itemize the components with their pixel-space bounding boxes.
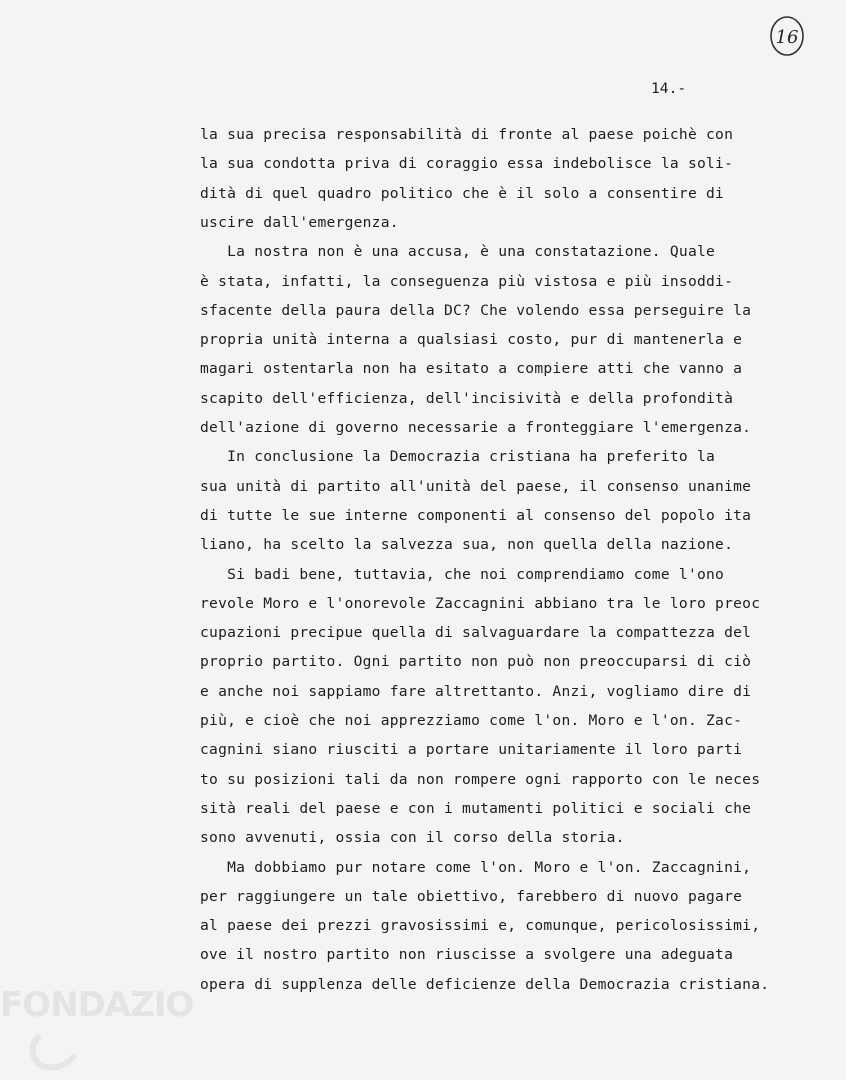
text-line: Ma dobbiamo pur notare come l'on. Moro e l'on. Zaccagnini, xyxy=(200,858,752,876)
text-line: al paese dei prezzi gravosissimi e, comunque, pericolosissimi, xyxy=(200,917,761,935)
text-line: uscire dall'emergenza. xyxy=(200,213,399,231)
text-line: la sua condotta priva di coraggio essa indebolisce la soli- xyxy=(200,155,734,173)
text-line: dità di quel quadro politico che è il solo a consentire di xyxy=(200,184,725,202)
text-line: è stata, infatti, la conseguenza più vistosa e più insoddi- xyxy=(200,272,734,290)
text-line: opera di supplenza delle deficienze della Democrazia cristiana. xyxy=(200,975,770,993)
text-line: ove il nostro partito non riuscisse a svolgere una adeguata xyxy=(200,946,734,964)
watermark-logo: FONDAZIO xyxy=(0,985,194,1025)
text-line: cupazioni precipue quella di salvaguardare la compattezza del xyxy=(200,624,752,642)
text-line: di tutte le sue interne componenti al consenso del popolo ita xyxy=(200,506,752,524)
text-line: la sua precisa responsabilità di fronte al paese poichè con xyxy=(200,126,734,143)
text-line: In conclusione la Democrazia cristiana ha preferito la xyxy=(200,448,716,466)
text-line: proprio partito. Ogni partito non può non preoccuparsi di ciò xyxy=(200,653,752,671)
text-line: Si badi bene, tuttavia, che noi comprendiamo come l'ono xyxy=(200,565,725,583)
text-line: e anche noi sappiamo fare altrettanto. Anzi, vogliamo dire di xyxy=(200,682,752,700)
text-line: magari ostentarla non ha esitato a compiere atti che vanno a xyxy=(200,360,743,378)
text-line: più, e cioè che noi apprezziamo come l'on. Moro e l'on. Zac- xyxy=(200,712,743,729)
text-line: sono avvenuti, ossia con il corso della storia. xyxy=(200,829,625,847)
svg-text:16: 16 xyxy=(775,27,799,48)
handwritten-page-number xyxy=(768,14,806,58)
text-line: sfacente della paura della DC? Che volendo essa perseguire la xyxy=(200,301,752,319)
text-line: propria unità interna a qualsiasi costo, pur di mantenerla e xyxy=(200,331,743,349)
text-line: dell'azione di governo necessarie a fronteggiare l'emergenza. xyxy=(200,419,752,436)
text-line: sità reali del paese e con i mutamenti politici e sociali che xyxy=(200,799,752,817)
text-line: per raggiungere un tale obiettivo, farebbero di nuovo pagare xyxy=(200,887,743,905)
page-number: 14.- xyxy=(651,80,687,97)
text-line: revole Moro e l'onorevole Zaccagnini abbiano tra le loro preoc xyxy=(200,594,761,612)
text-line: cagnini siano riusciti a portare unitariamente il loro parti xyxy=(200,741,743,759)
text-line: sua unità di partito all'unità del paese, il consenso unanime xyxy=(200,477,752,495)
watermark-mark xyxy=(20,1025,170,1075)
text-line: to su posizioni tali da non rompere ogni rapporto con le neces xyxy=(200,770,761,788)
text-line: La nostra non è una accusa, è una constatazione. Quale xyxy=(200,243,716,261)
text-line: liano, ha scelto la salvezza sua, non quella della nazione. xyxy=(200,536,734,554)
text-line: scapito dell'efficienza, dell'incisività e della profondità xyxy=(200,389,734,407)
